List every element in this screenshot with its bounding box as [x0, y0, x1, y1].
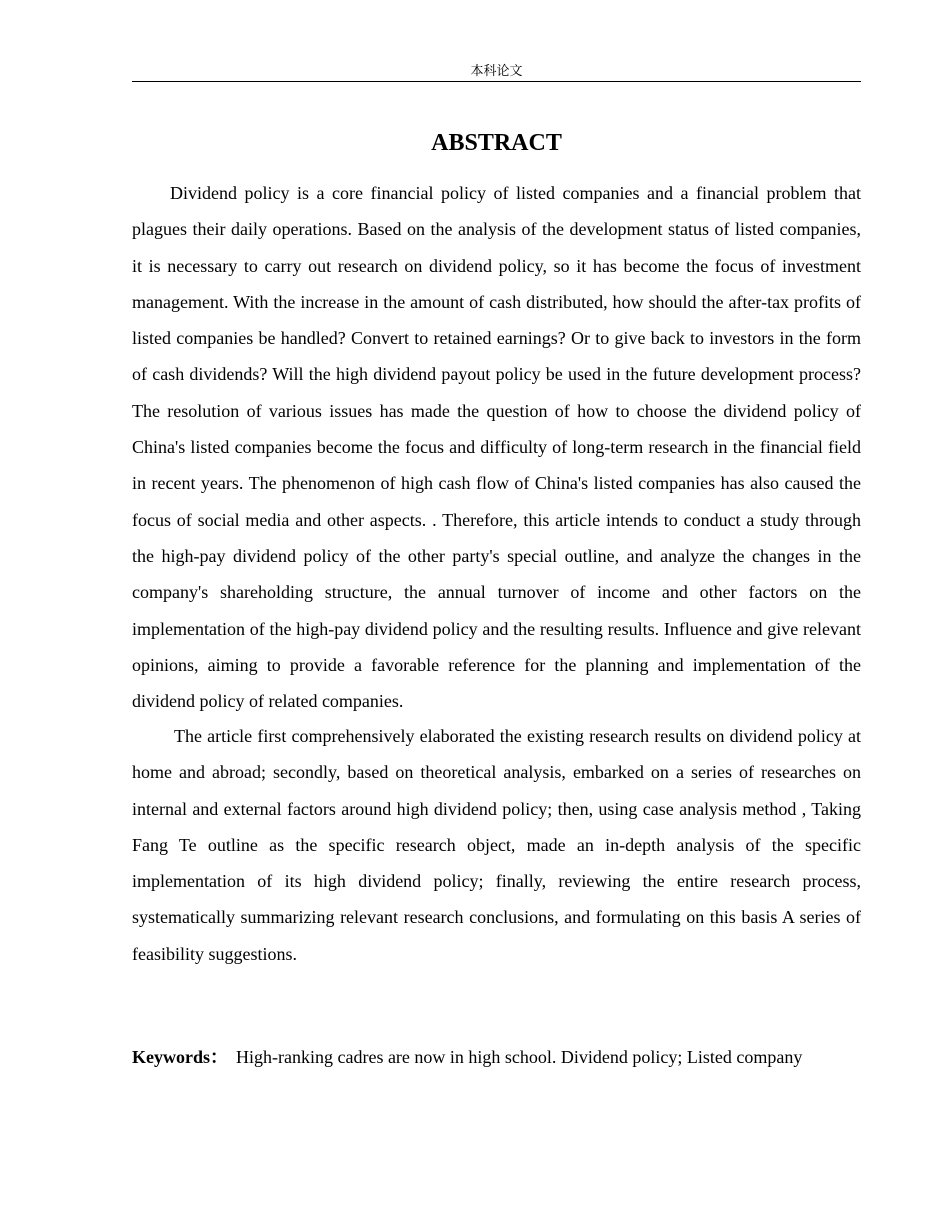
keywords-line [132, 1042, 861, 1072]
running-header: 本科论文 [470, 64, 523, 79]
abstract-paragraph-2: The article first comprehensively elaborated the existing research results on dividend policy at home and abroad; secondly, based on theoretical analysis, embarked on a series of researches on internal and external factors around high dividend policy; then, using case analysis method , Taking Fang Te outline as the specific research object, made an in-depth analysis of the specific implementation of its high dividend policy; finally, reviewing the entire research process, systematically summarizing relevant research conclusions, and formulating on this basis A series of feasibility suggestions. [132, 726, 861, 964]
keywords-text: High-ranking cadres are now in high school. Dividend policy; Listed company [236, 1047, 803, 1067]
keywords-separator: ： [210, 1047, 228, 1067]
abstract-paragraph-1: Dividend policy is a core financial policy of listed companies and a financial problem that plagues their daily operations. Based on the analysis of the development status of listed companies, it is necessary to carry out research on dividend policy, so it has become the focus of investment management. With the increase in the amount of cash distributed, how should the after-tax profits of listed companies be handled? Convert to retained earnings? Or to give back to investors in the form of cash dividends? Will the high dividend payout policy be used in the future development process? The resolution of various issues has made the question of how to choose the dividend policy of China's listed companies become the focus and difficulty of long-term research in the financial field in recent years. The phenomenon of high cash flow of China's listed companies has also caused the focus of social media and other aspects. . Therefore, this article intends to conduct a study through the high-pay dividend policy of the other party's special outline, and analyze the changes in the company's shareholding structure, the annual turnover of income and other factors on the implementation of the high-pay dividend policy and the resulting results. Influence and give relevant opinions, aiming to provide a favorable reference for the planning and implementation of the dividend policy of related companies. [132, 183, 861, 712]
keywords-label: Keywords [132, 1047, 210, 1067]
abstract-title: ABSTRACT [431, 130, 562, 156]
header-rule [132, 81, 861, 82]
